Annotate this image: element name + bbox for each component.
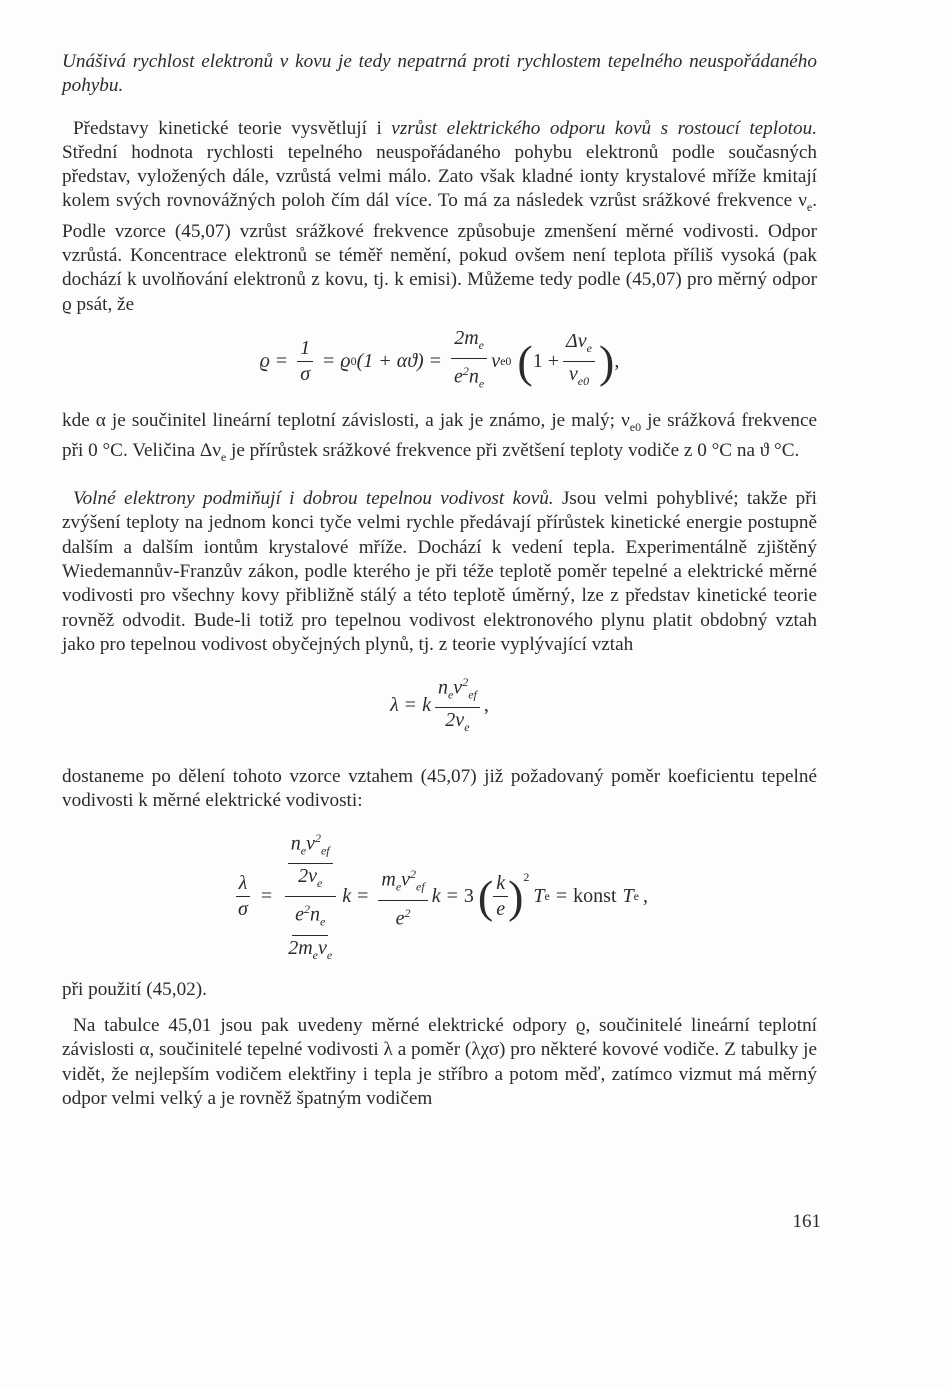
fraction-thermal: $\frac{n_ev^2_{ef}}{2\nu_e}$ — [435, 670, 480, 741]
paragraph-4: Volné elektrony podmiňují i dobrou tepelnou vodivost kovů. Jsou velmi pohyblivé; takže při zvýšení teploty na jednom konci tyče velmi rychle předávají přírůstek kinetické energie postupně dalším a dalším iontům krystalové mříže. Dochází k vedení tepla. Experimentálně zjištěný Wiedemannův-Franzův zákon, podle kterého je při téže teplotě poměr tepelné a elektrické měrné vodivosti pro všechny kovy přibližně stálý a této teplotě úměrný, lze z představ kinetické teorie rovněž odvodit. Bude-li totiž pro tepelnou vodivost elektronového plynu platit obdobný vztah jako pro tepelnou vodivost obyčejných plynů, tj. z teorie vyplývající vztah — [62, 488, 817, 655]
formula-wiedemann-franz: $\frac{\lambda}{\sigma}$ = $\frac{\frac{n_ev^2_{ef}}{2\nu_e}}{\frac{e^2n_e}{2m_e\nu_e}}$ k = $\frac{m_ev^2_{ef}}{e^2}$ k = 3 ( $\frac{k}{e}$ ) $^2$ T e = konst T e , — [62, 832, 817, 962]
fraction-one-over-sigma: $\frac{1}{\sigma}$ — [297, 336, 313, 387]
symbol-rho: ϱ — [259, 350, 270, 373]
emphasis-text: vzrůst elektrického odporu kovů s rostoucí teplotou. — [391, 117, 817, 139]
comma: , — [642, 885, 648, 908]
symbol-lambda: λ — [390, 693, 399, 716]
equals-sign: = — [357, 885, 369, 908]
paragraph-7: Na tabulce 45,01 jsou pak uvedeny měrné elektrické odpory ϱ, součinitelé lineární teplotní závislosti α, součinitelé tepelné vodivosti λ a poměr (λχσ) pro některé kovové vodiče. Z tabulky je vidět, že nejlepším vodičem elektřiny i tepla je stříbro a potom měď, zatímco vizmut má měrný odpor velmi velký a je rovněž špatným vodičem — [62, 1015, 817, 1109]
equals-sign: = — [429, 350, 441, 373]
text-run: Představy kinetické teorie vysvětlují i — [73, 117, 392, 139]
paragraph-3: kde α je součinitel lineární teplotní závislosti, a jak je známo, je malý; $\nu_{e0}$ je srážková frekvence při 0 °C. Veličina $\Delta\nu_e$ je přírůstek srážkové frekvence při zvětšení teploty vodiče z 0 °C na ϑ °C. — [62, 409, 817, 464]
formula-thermal-conductivity — [62, 675, 817, 735]
page-number: 161 — [792, 1211, 821, 1232]
fraction-mv-over-e: $\frac{m_ev^2_{ef}}{e^2}$ — [378, 862, 427, 931]
equals-sign: = — [275, 350, 288, 373]
text-run: Střední hodnota rychlosti tepelného neuspořádaného pohybu elektronů podle současných představ, vyložených dále, vzrůstá velmi málo. Zato však kladné ionty krystalové mříže kmitají kolem svých rovnovážných poloh čím dál více. To má za následek vzrůst srážkové frekvence ν — [62, 141, 817, 212]
equals-sign: = — [555, 885, 568, 908]
symbol-k: k — [422, 693, 431, 716]
fraction-mass-over-charge: $\frac{2m_e}{e^2n_e}$ — [451, 326, 487, 397]
fraction-delta-nu: $\frac{\Delta\nu_e}{\nu_{e0}}$ — [563, 329, 595, 394]
symbol-nu: ν — [491, 350, 501, 373]
subscript: e — [806, 200, 813, 215]
word-konst: konst — [573, 885, 617, 908]
equals-sign: = — [260, 885, 273, 908]
number-three: 3 — [463, 885, 474, 908]
equals-sign: = — [323, 350, 335, 373]
comma: , — [614, 350, 620, 373]
symbol-T: T — [622, 885, 634, 908]
formula-resistivity: ϱ = $\frac{1}{\sigma}$ = ϱ 0 (1 + αϑ) = $\frac{2m_e}{e^2n_e}$ ν e0 ( 1 + $\frac{\Delta\nu_e}{\nu_{e0}}$ ) , — [62, 331, 817, 393]
term-one-plus: 1 + — [532, 350, 560, 373]
symbol-T: T — [533, 885, 545, 908]
paragraph-2 — [62, 117, 817, 317]
emphasis-text: Volné elektrony podmiňují i dobrou tepelnou vodivost kovů. — [73, 488, 554, 510]
paragraph-1: Unášivá rychlost elektronů v kovu je tedy nepatrná proti rychlostem tepelného neuspořádaného pohybu. — [62, 51, 817, 97]
text-run: . Podle vzorce (45,07) vzrůst srážkové frekvence způsobuje zmenšení měrné vodivosti. Odpor vzrůstá. Koncentrace elektronů se téměř nemění, pokud ovšem není teplota příliš vysoká (pak dochází k uvolňování elektronů z kovu, tj. k emisi). Můžeme tedy podle (45,07) pro měrný odpor ϱ psát, že — [62, 190, 817, 315]
paragraph-6: při použití (45,02). — [62, 978, 207, 1000]
term-temperature: (1 + αϑ) — [356, 350, 424, 373]
symbol-k: k — [342, 885, 352, 908]
equals-sign: = — [404, 693, 417, 716]
fraction-k-over-e: $\frac{k}{e}$ — [493, 871, 508, 922]
fraction-lambda-over-sigma: $\frac{\lambda}{\sigma}$ — [235, 871, 251, 922]
exponent: 2 — [523, 869, 530, 884]
symbol-rho0: ϱ — [340, 350, 351, 373]
comma: , — [483, 693, 489, 716]
equals-sign: = — [446, 885, 458, 908]
compound-fraction: $\frac{\frac{n_ev^2_{ef}}{2\nu_e}}{\frac{e^2n_e}{2m_e\nu_e}}$ — [282, 826, 338, 968]
symbol-k: k — [431, 885, 441, 908]
paragraph-5: dostaneme po dělení tohoto vzorce vztahem (45,07) již požadovaný poměr koeficientu tepelné vodivosti k měrné elektrické vodivosti: — [62, 766, 817, 812]
